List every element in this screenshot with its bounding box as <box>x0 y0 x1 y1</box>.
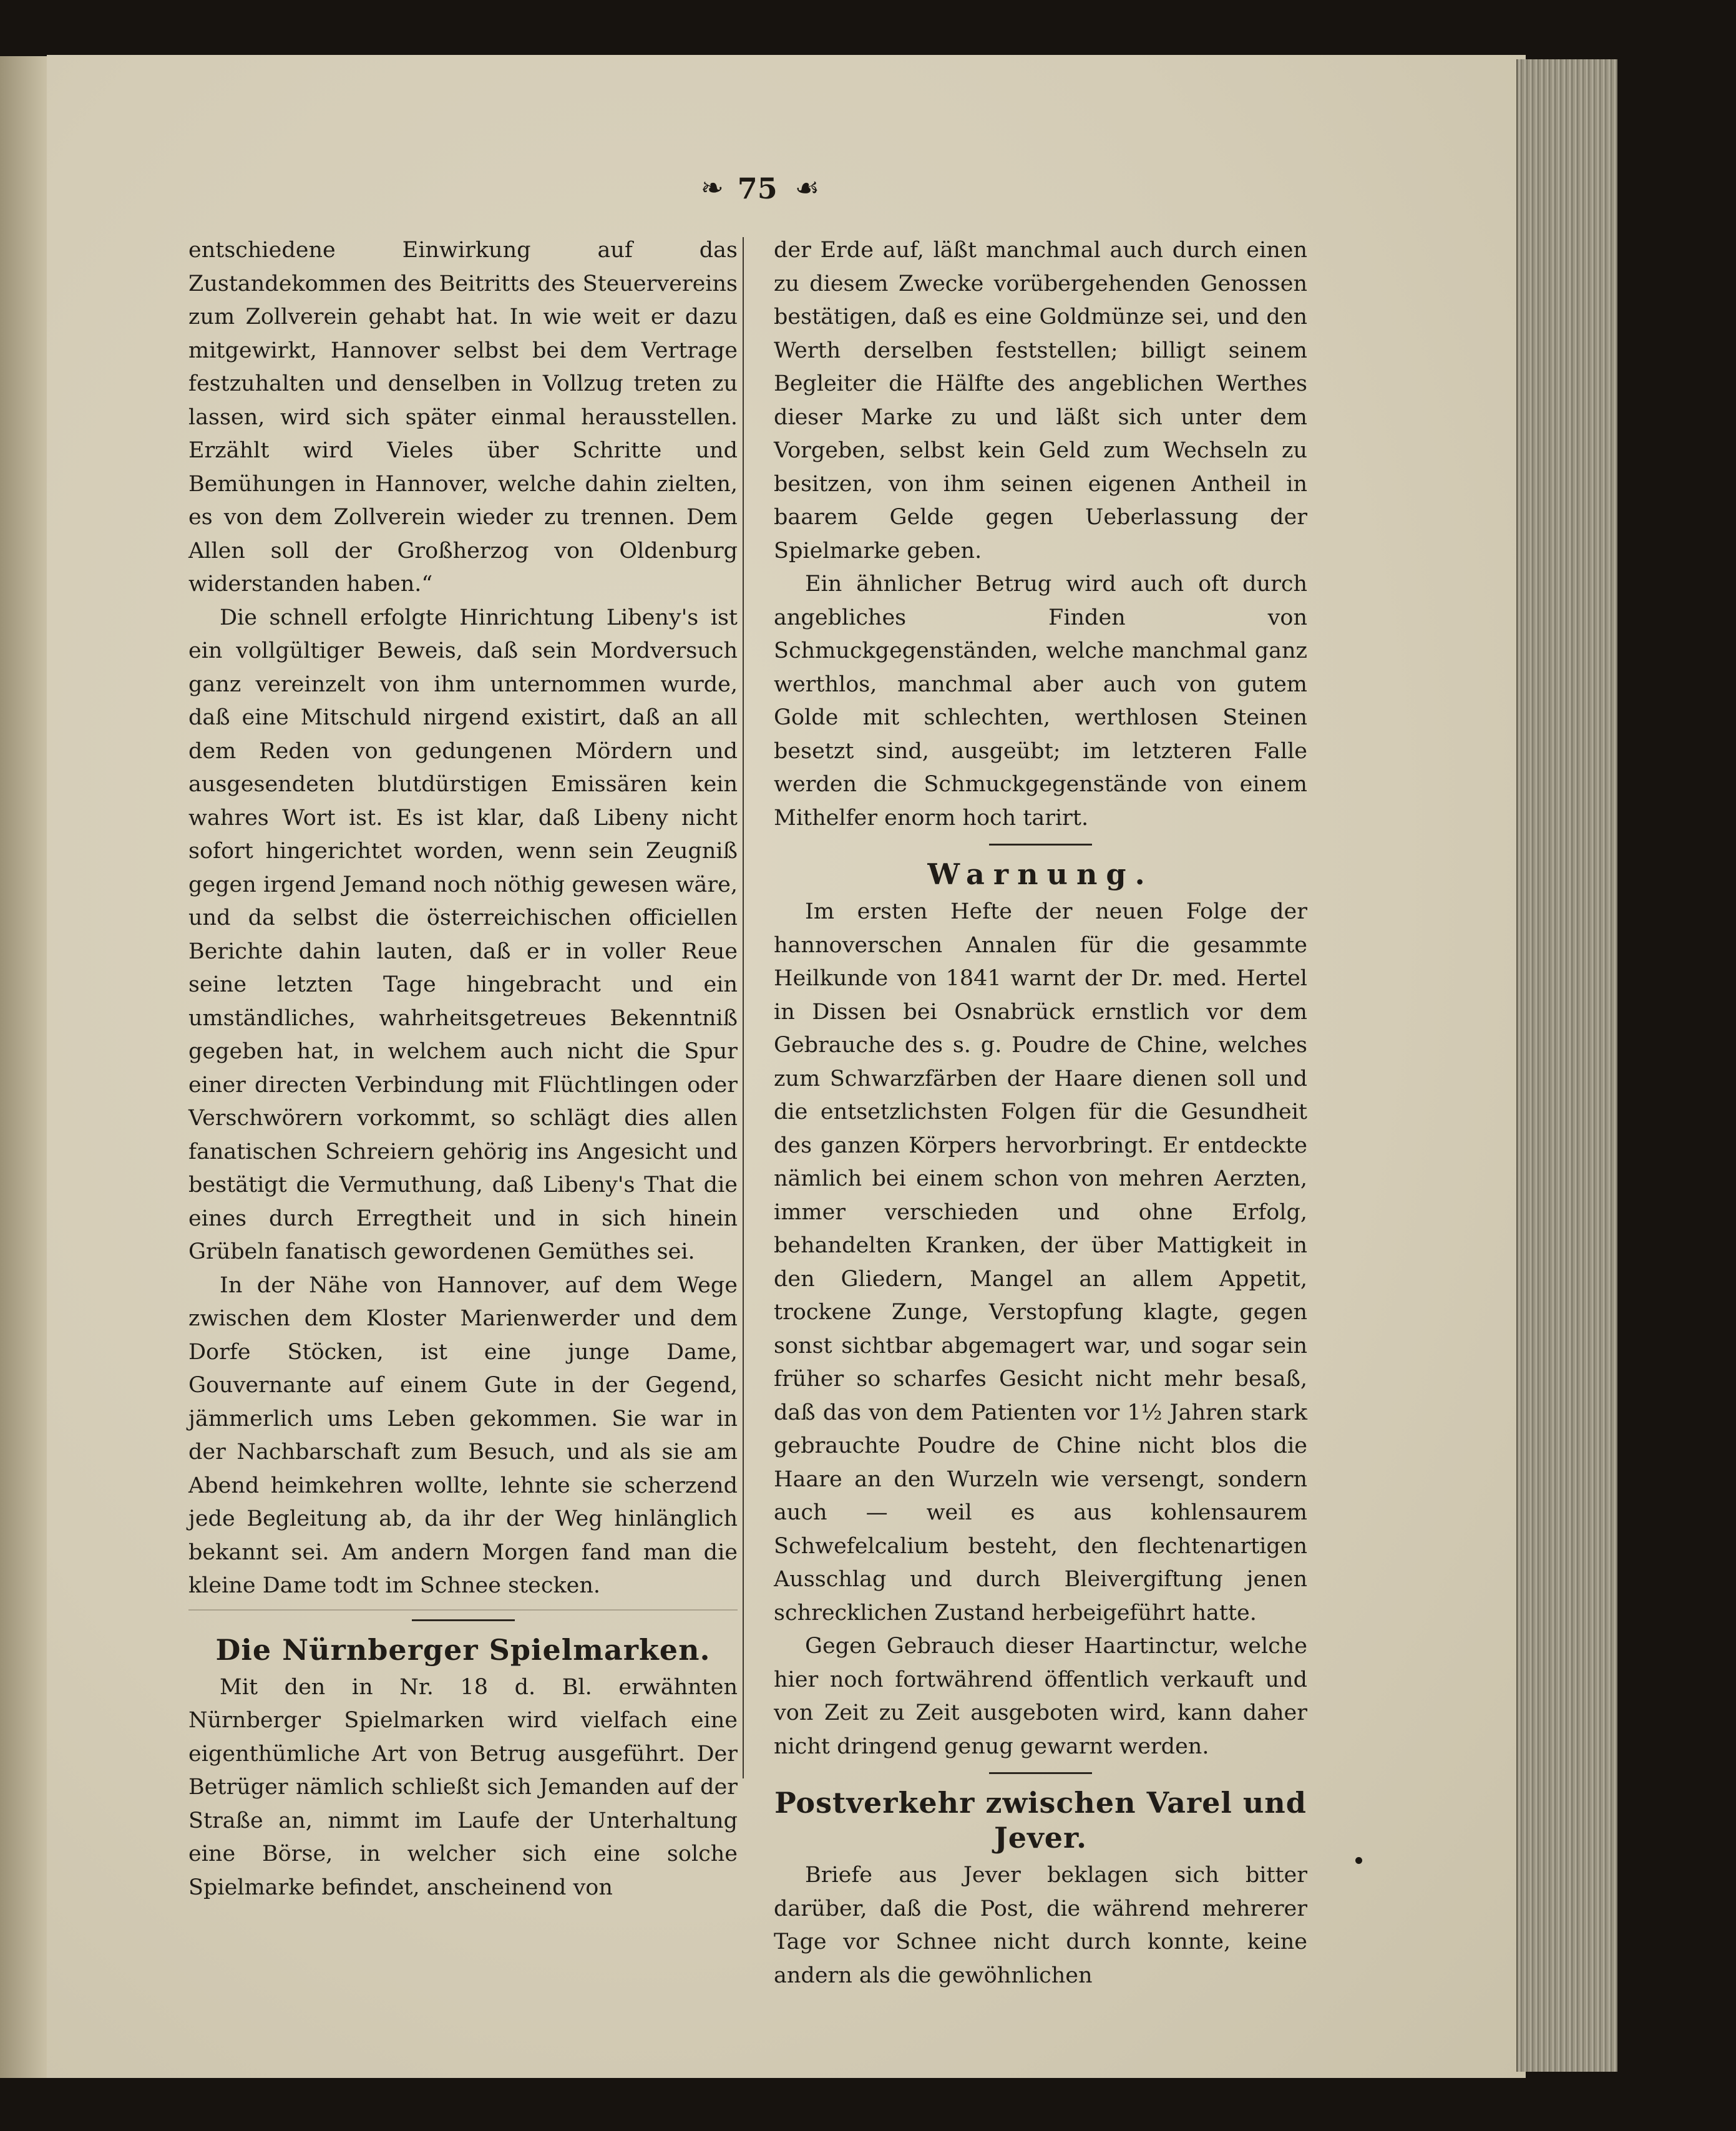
page-stack-edges <box>1516 59 1617 2072</box>
ornament-right-icon: ☙ <box>794 172 816 204</box>
section-title: Postverkehr zwischen Varel und Jever. <box>774 1786 1307 1855</box>
left-column <box>188 234 738 1904</box>
divider <box>188 1609 738 1611</box>
ornament-left-icon: ❧ <box>700 172 720 204</box>
paragraph: Gegen Gebrauch dieser Haartinctur, welche hier noch fortwährend öffentlich verkauft und von Zeit zu Zeit ausgeboten wird, kann daher nicht dringend genug gewarnt werden. <box>774 1634 1307 1759</box>
paragraph: Die schnell erfolgte Hinrichtung Libeny's ist ein vollgültiger Beweis, daß sein Mordversuch ganz vereinzelt von ihm unternommen wurde, daß eine Mitschuld nirgend existirt, daß an all dem Reden von gedungenen Mördern und ausgesendeten blutdürstigen Emissären kein wahres Wort ist. Es ist klar, daß Libeny nicht sofort hingerichtet worden, wenn sein Zeugniß gegen irgend Jemand noch nöthig gewesen wäre, und da selbst die österreichischen officiellen Berichte dahin lauten, daß er in voller Reue seine letzten Tage hingebracht und ein umständliches, wahrheitsgetreues Bekenntniß gegeben hat, in welchem auch nicht die Spur einer directen Verbindung mit Flüchtlingen oder Verschwörern vorkommt, so schlägt dies allen fanatischen Schreiern gehörig ins Angesicht und bestätigt die Vermuthung, daß Libeny's That die eines durch Erregtheit und in sich hinein Grübeln fanatisch gewordenen Gemüthes sei. <box>188 605 738 1264</box>
ink-spot <box>1355 1857 1362 1864</box>
paragraph: entschiedene Einwirkung auf das Zustandekommen des Beitritts des Steuervereins zum Zollverein gehabt hat. In wie weit er dazu mitgewirkt, Hannover selbst bei dem Vertrage festzuhalten und denselben in Vollzug treten zu lassen, wird sich später einmal herausstellen. Erzählt wird Vieles über Schritte und Bemühungen in Hannover, welche dahin zielten, es von dem Zollverein wieder zu trennen. Dem Allen soll der Großherzog von Oldenburg widerstanden haben.“ <box>188 238 738 597</box>
page-number: 75 <box>737 172 778 205</box>
paragraph: In der Nähe von Hannover, auf dem Wege zwischen dem Kloster Marienwerder und dem Dorfe Stöcken, ist eine junge Dame, Gouvernante auf einem Gute in der Gegend, jämmerlich ums Leben gekommen. Sie war in der Nachbarschaft zum Besuch, und als sie am Abend heimkehren wollte, lehnte sie scherzend jede Begleitung ab, da ihr der Weg hinlänglich bekannt sei. Am andern Morgen fand man die kleine Dame todt im Schnee stecken. <box>188 1272 738 1598</box>
paragraph: Im ersten Hefte der neuen Folge der hannoverschen Annalen für die gesammte Heilkunde von 1841 warnt der Dr. med. Hertel in Dissen bei Osnabrück ernstlich vor dem Gebrauche des s. g. Poudre de Chine, welches zum Schwarzfärben der Haare dienen soll und die entsetzlichsten Folgen für die Gesundheit des ganzen Körpers hervorbringt. Er entdeckte nämlich bei einem schon von mehren Aerzten, immer verschieden und ohne Erfolg, behandelten Kranken, der über Mattigkeit in den Gliedern, Mangel an allem Appetit, trockene Zunge, Verstopfung klagte, gegen sonst sichtbar abgemagert war, und sogar sein früher so scharfes Gesicht nicht mehr besaß, daß das von dem Patienten vor 1½ Jahren stark gebrauchte Poudre de Chine nicht blos die Haare an den Wurzeln wie versengt, sondern auch — weil es aus kohlensaurem Schwefelcalium besteht, den flechtenartigen Ausschlag und durch Bleivergiftung jenen schrecklichen Zustand herbeigeführt hatte. <box>774 899 1307 1626</box>
paragraph: Ein ähnlicher Betrug wird auch oft durch angebliches Finden von Schmuckgegenständen, welche manchmal ganz werthlos, manchmal aber auch von gutem Golde mit schlechten, werthlosen Steinen besetzt sind, ausgeübt; im letzteren Falle werden die Schmuckgegenstände von einem Mithelfer enorm hoch tarirt. <box>774 572 1307 831</box>
section-rule <box>412 1619 515 1621</box>
section-rule <box>989 1772 1092 1774</box>
paragraph: der Erde auf, läßt manchmal auch durch einen zu diesem Zwecke vorübergehenden Genossen bestätigen, daß es eine Goldmünze sei, und den Werth derselben feststellen; billigt seinem Begleiter die Hälfte des angeblichen Werthes dieser Marke zu und läßt sich unter dem Vorgeben, selbst kein Geld zum Wechseln zu besitzen, von ihm seinen eigenen Antheil in baarem Gelde gegen Ueberlassung der Spielmarke geben. <box>774 238 1307 563</box>
right-column <box>774 234 1307 1992</box>
section-title: Die Nürnberger Spielmarken. <box>215 1632 711 1667</box>
facing-page-edge <box>0 56 47 2078</box>
paragraph: Mit den in Nr. 18 d. Bl. erwähnten Nürnberger Spielmarken wird vielfach eine eigenthümliche Art von Betrug ausgeführt. Der Betrüger nämlich schließt sich Jemanden auf der Straße an, nimmt im Laufe der Unterhaltung eine Börse, in welcher sich eine solche Spielmarke befindet, anscheinend von <box>188 1674 738 1900</box>
page-header <box>643 170 874 207</box>
paragraph: Briefe aus Jever beklagen sich bitter darüber, daß die Post, die während mehrerer Tage vor Schnee nicht durch konnte, keine andern als die gewöhnlichen <box>774 1863 1307 1988</box>
section-rule <box>989 844 1092 846</box>
section-title: Warnung. <box>927 857 1154 891</box>
column-divider <box>743 237 744 1778</box>
